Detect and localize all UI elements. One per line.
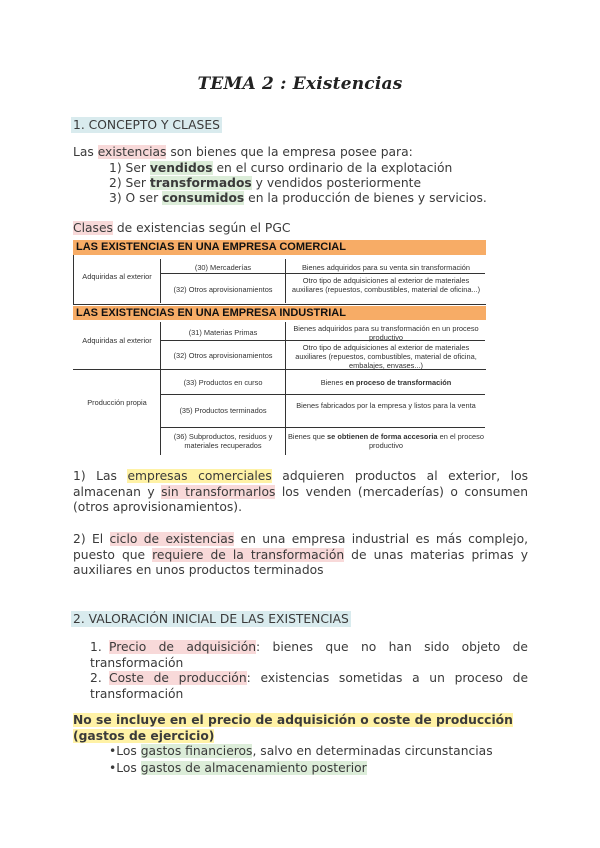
list-item (90, 671, 528, 702)
group-label: Adquiridas al exterior (82, 272, 152, 281)
term-existencias: existencias (97, 145, 167, 159)
term-vendidos: vendidos (149, 161, 213, 175)
para-text: 1) Las (73, 469, 128, 483)
bullet-post: , salvo en determinadas circunstancias (252, 744, 493, 758)
page-title: TEMA 2 : Existencias (197, 74, 403, 94)
grid-line (160, 394, 485, 395)
caption-post: de existencias según el PGC (112, 221, 291, 235)
comercial-header: LAS EXISTENCIAS EN UNA EMPRESA COMERCIAL (73, 240, 486, 255)
account-cell: (32) Otros aprovisionamientos (173, 351, 273, 360)
grid-line (73, 304, 486, 305)
list-item (109, 191, 487, 207)
pgc-table (73, 240, 486, 455)
bullet-pre: •Los (109, 744, 141, 758)
account-cell: (36) Subproductos, residuos y materiales recuperados (173, 432, 273, 450)
account-cell: (33) Productos en curso (183, 378, 263, 387)
para-text: adquieren productos al exterior, los almacenan y (73, 469, 528, 499)
desc-pre: Bienes (320, 378, 346, 387)
paragraph-2 (73, 532, 528, 579)
section-heading-2 (71, 608, 351, 627)
section-heading-1 (71, 114, 222, 133)
item-post: en el curso ordinario de la explotación (212, 161, 453, 175)
account-cell: (31) Materias Primas (188, 328, 258, 337)
item-post: : existencias sometidas a un proceso de transformación (90, 671, 529, 701)
note (73, 713, 528, 744)
bullet-item (109, 744, 493, 760)
account-cell: (35) Productos terminados (179, 406, 267, 415)
group-label: Producción propia (87, 398, 147, 407)
group-label: Adquiridas al exterior (82, 336, 152, 345)
para-text: en una empresa industrial es más complejo, puesto que (73, 532, 528, 562)
desc-cell (288, 378, 484, 387)
item-number: 1. (90, 640, 102, 654)
section-heading-1-text: 1. CONCEPTO Y CLASES (73, 118, 220, 132)
intro-post: son bienes que la empresa posee para: (166, 145, 413, 159)
paragraph-1 (73, 469, 528, 516)
term-gastos-almacenamiento: gastos de almacenamiento posterior (140, 761, 367, 775)
term-transformados: transformados (149, 176, 252, 190)
grid-line (285, 259, 286, 303)
item-pre: 2) Ser (109, 176, 150, 190)
desc-cell: Otro tipo de adquisiciones al exterior de materiales auxiliares (repuestos, combustibles, material de oficina, embalajes, envases...) (295, 343, 477, 370)
desc-cell: Bienes adquiridos para su transformación en un proceso productivo (293, 324, 479, 342)
desc-bold: se obtienen de forma accesoria (327, 432, 438, 441)
desc-cell: Bienes fabricados por la empresa y listos para la venta (296, 401, 476, 410)
desc-cell: Otro tipo de adquisiciones al exterior de materiales auxiliares (repuestos, combustibles, material de oficina...) (291, 276, 481, 294)
grid-line (160, 273, 485, 274)
list-item (109, 161, 452, 177)
grid-line (160, 427, 485, 428)
item-pre: 3) O ser (109, 191, 163, 205)
account-cell: (32) Otros aprovisionamientos (173, 285, 273, 294)
grid-line (73, 255, 74, 305)
classes-caption (73, 221, 290, 237)
item-post: : bienes que no han sido objeto de transformación (90, 640, 528, 670)
term-clases: Clases (73, 221, 113, 235)
desc-bold: en proceso de transformación (345, 378, 452, 387)
term-ciclo-existencias: ciclo de existencias (109, 532, 235, 546)
item-post: en la producción de bienes y servicios. (244, 191, 487, 205)
industrial-header: LAS EXISTENCIAS EN UNA EMPRESA INDUSTRIAL (73, 306, 486, 320)
desc-pre: Bienes que (288, 432, 328, 441)
para-text: de unas materias primas y auxiliares en unos productos terminados (73, 547, 528, 577)
item-pre: 1) Ser (109, 161, 150, 175)
intro-line (73, 145, 413, 161)
intro-pre: Las (73, 145, 98, 159)
grid-line (160, 259, 161, 303)
list-item (109, 176, 421, 192)
grid-line (160, 322, 161, 455)
term-gastos-financieros: gastos financieros (140, 744, 253, 758)
term-requiere-transformacion: requiere de la transformación (152, 547, 345, 562)
grid-line (285, 322, 286, 455)
account-cell: (30) Mercaderías (194, 263, 252, 272)
list-item (90, 640, 528, 671)
item-post: y vendidos posteriormente (251, 176, 422, 190)
desc-cell (288, 432, 484, 450)
term-sin-transformarlos: sin transformarlos (161, 484, 276, 499)
term-empresas-comerciales: empresas comerciales (127, 469, 272, 483)
item-number: 2. (90, 671, 102, 685)
para-text: los venden (mercaderías) o consumen (otros aprovisionamientos). (73, 484, 528, 514)
desc-cell: Bienes adquiridos para su venta sin transformación (301, 263, 471, 272)
bullet-item (109, 761, 367, 777)
para-text: 2) El (73, 532, 110, 546)
term-precio-adquisicion: Precio de adquisición (109, 640, 257, 654)
note-text: No se incluye en el precio de adquisición o coste de producción (gastos de ejercicio) (73, 713, 513, 743)
term-consumidos: consumidos (162, 191, 245, 205)
section-heading-2-text: 2. VALORACIÓN INICIAL DE LAS EXISTENCIAS (73, 612, 349, 626)
bullet-pre: •Los (109, 761, 141, 775)
term-coste-produccion: Coste de producción (109, 671, 247, 685)
desc-post: en el proceso productivo (368, 432, 484, 450)
